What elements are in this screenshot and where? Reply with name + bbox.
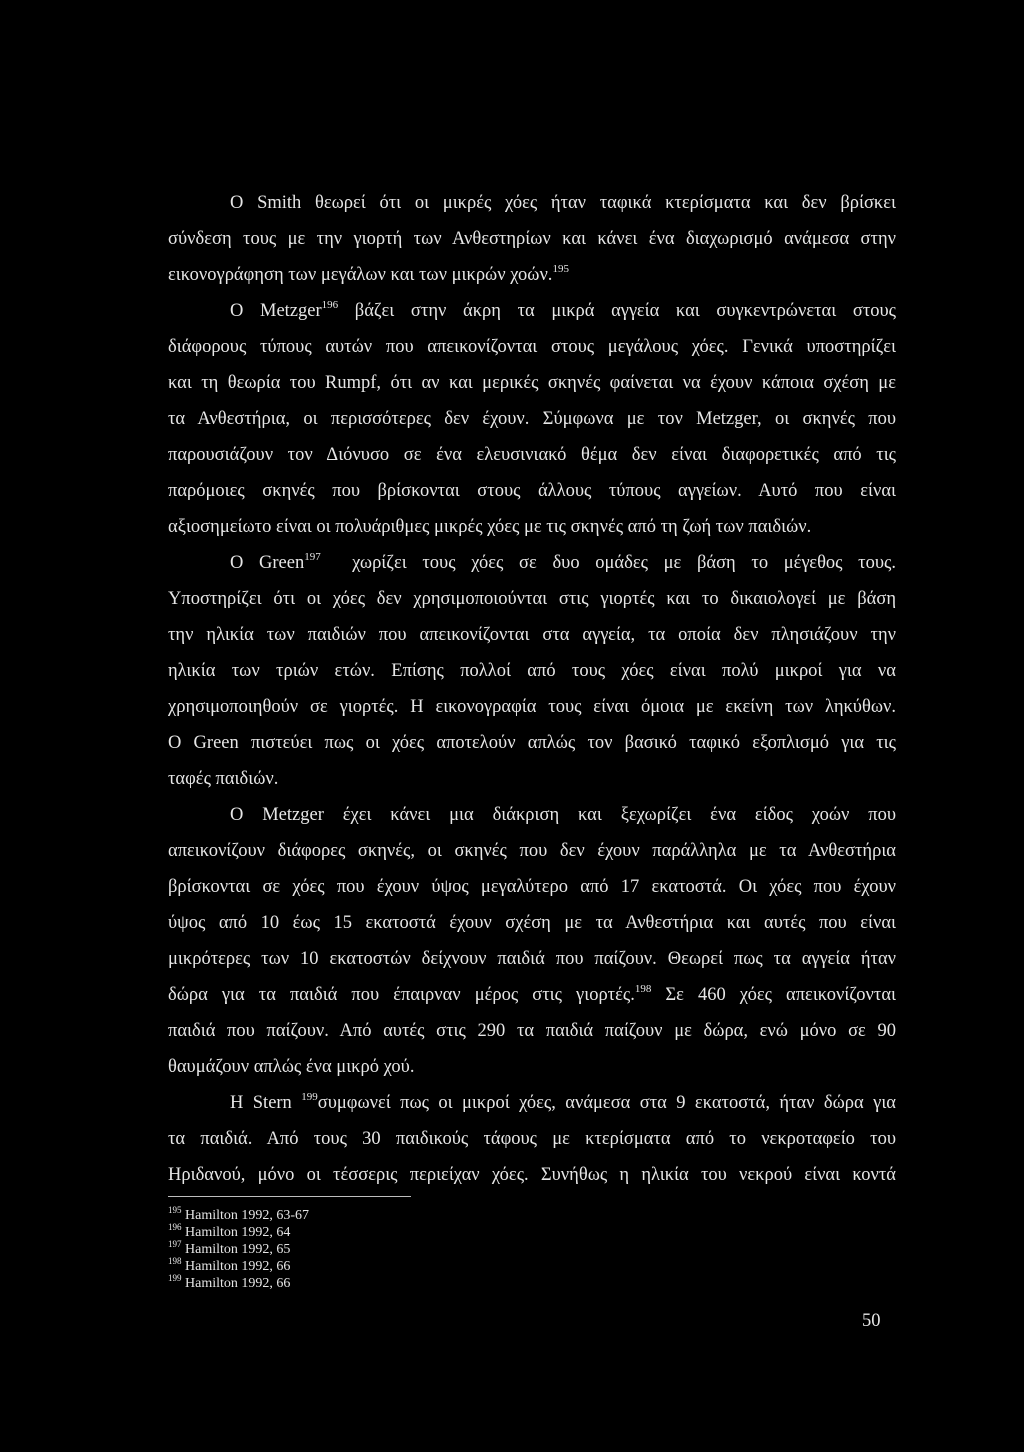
paragraph-line [230,551,896,575]
footnote [168,1205,310,1224]
paragraph-line: σύνδεση τους με την γιορτή των Ανθεστηρίων και κάνει ένα διαχωρισμό ανάμεσα στην [168,229,896,249]
footnote-text: Hamilton 1992, 66 [181,1259,291,1274]
paragraph-line: ηλικία των τριών ετών. Επίσης πολλοί από τους χόες είναι πολύ μικροί για να [168,661,896,681]
paragraph-line: χρησιμοποιηθούν σε γιορτές. Η εικονογραφία τους είναι όμοια με εκείνη των ληκύθων. [168,697,896,717]
footnote [168,1239,291,1258]
footnote-number: 195 [168,1205,182,1216]
footnote-number: 198 [168,1256,182,1267]
paragraph-line: διάφορους τύπους αυτών που απεικονίζονται στους μεγάλους χόες. Γενικά υποστηρίζει [168,337,896,357]
paragraph-line [230,1091,896,1115]
paragraph-line: την ηλικία των παιδιών που απεικονίζονται στα αγγεία, τα οποία δεν πλησιάζουν την [168,625,896,645]
footnote-number: 196 [168,1222,182,1233]
paragraph-line: παρουσιάζουν τον Διόνυσο σε ένα ελευσινιακό θέμα δεν είναι διαφορετικές από τις [168,445,896,465]
paragraph-line: μικρότερες των 10 εκατοστών δείχνουν παιδιά που παίζουν. Θεωρεί πως τα αγγεία ήταν [168,949,896,969]
footnote-reference: 197 [304,550,321,563]
paragraph-text: εικονογράφηση των μεγάλων και των μικρών χοών. [168,265,553,285]
paragraph-text: χωρίζει τους χόες σε δυο ομάδες με βάση το μέγεθος τους. [320,553,896,573]
paragraph-line: τα Ανθεστήρια, οι περισσότερες δεν έχουν. Σύμφωνα με τον Metzger, οι σκηνές που [168,409,896,429]
paragraph-line: Υποστηρίζει ότι οι χόες δεν χρησιμοποιούνται στις γιορτές και το δικαιολογεί με βάση [168,589,896,609]
footnote-text: Hamilton 1992, 65 [181,1242,291,1257]
footnote-reference: 196 [321,298,339,311]
paragraph-line: ταφές παιδιών. [168,769,279,789]
paragraph-line: Ο Metzger έχει κάνει μια διάκριση και ξεχωρίζει ένα είδος χοών που [230,805,896,825]
paragraph-text: Ο Metzger [230,301,322,321]
footnote [168,1256,291,1275]
footnote-reference: 195 [552,262,569,275]
paragraph-line: ύψος από 10 έως 15 εκατοστά έχουν σχέση με τα Ανθεστήρια και αυτές που είναι [168,913,896,933]
paragraph-line: θαυμάζουν απλώς ένα μικρό χού. [168,1057,415,1077]
paragraph-line: Ο Smith θεωρεί ότι οι μικρές χόες ήταν ταφικά κτερίσματα και δεν βρίσκει [230,193,896,213]
paragraph-line [168,983,896,1007]
paragraph-text: δώρα για τα παιδιά που έπαιρναν μέρος στις γιορτές. [168,985,635,1005]
paragraph-line [168,263,896,287]
paragraph-line [230,299,896,323]
footnote [168,1222,291,1241]
paragraph-line: βρίσκονται σε χόες που έχουν ύψος μεγαλύτερο από 17 εκατοστά. Οι χόες που έχουν [168,877,896,897]
paragraph-line: Ηριδανού, μόνο οι τέσσερις περιείχαν χόες. Συνήθως η ηλικία του νεκρού είναι κοντά [168,1165,896,1185]
paragraph-line: αξιοσημείωτο είναι οι πολυάριθμες μικρές χόες με τις σκηνές από τη ζωή των παιδιών. [168,517,812,537]
footnote [168,1273,291,1292]
page-number: 50 [862,1311,881,1331]
paragraph-line: τα παιδιά. Από τους 30 παιδικούς τάφους με κτερίσματα από το νεκροταφείο του [168,1129,896,1149]
paragraph-text: Η Stern [230,1093,302,1113]
paragraph-text: βάζει στην άκρη τα μικρά αγγεία και συγκεντρώνεται στους [338,301,896,321]
footnote-number: 199 [168,1273,182,1284]
paragraph-text: Ο Green [230,553,305,573]
footnote-reference: 198 [634,982,652,995]
footnote-text: Hamilton 1992, 63-67 [181,1208,310,1223]
paragraph-line: και τη θεωρία του Rumpf, ότι αν και μερικές σκηνές φαίνεται να έχουν κάποια σχέση με [168,373,896,393]
footnote-text: Hamilton 1992, 66 [181,1276,291,1291]
footnote-text: Hamilton 1992, 64 [181,1225,291,1240]
paragraph-line: παρόμοιες σκηνές που βρίσκονται στους άλλους τύπους αγγείων. Αυτό που είναι [168,481,896,501]
paragraph-line: παιδιά που παίζουν. Από αυτές στις 290 τα παιδιά παίζουν με δώρα, ενώ μόνο σε 90 [168,1021,896,1041]
footnote-number: 197 [168,1239,182,1250]
paragraph-line: απεικονίζουν διάφορες σκηνές, οι σκηνές που δεν έχουν παράλληλα με τα Ανθεστήρια [168,841,896,861]
paragraph-text: Σε 460 χόες απεικονίζονται [651,985,896,1005]
footnote-reference: 199 [301,1090,318,1103]
paragraph-text: συμφωνεί πως οι μικροί χόες, ανάμεσα στα 9 εκατοστά, ήταν δώρα για [317,1093,896,1113]
paragraph-line: Ο Green πιστεύει πως οι χόες αποτελούν απλώς τον βασικό ταφικό εξοπλισμό για τις [168,733,896,753]
footnote-separator [168,1196,411,1197]
